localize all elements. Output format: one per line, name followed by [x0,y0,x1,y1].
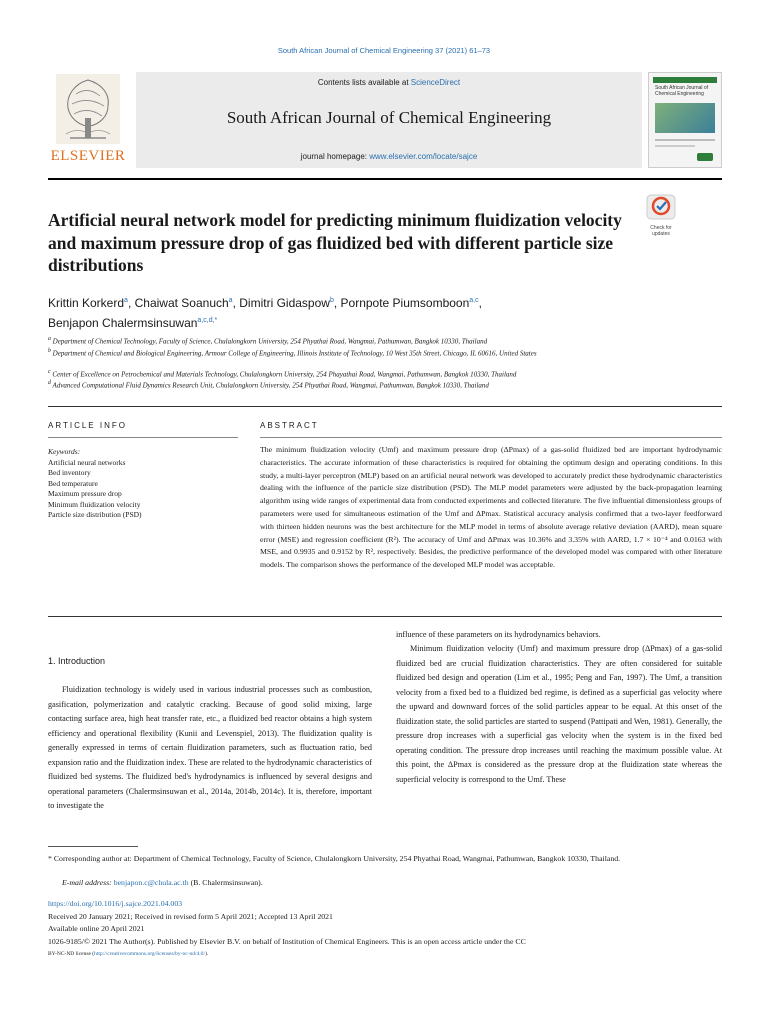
keyword: Bed temperature [48,478,98,488]
affiliation [48,379,722,391]
affiliation-text: Department of Chemical and Biological Engineering, Armour College of Engineering, Illinois Institute of Technology, 10 West 35th Street, Chicago, IL 60616, United States [52,349,537,358]
contents-line [136,78,642,87]
license-link[interactable]: http://creativecommons.org/licenses/by-nc-nd/4.0/ [94,951,205,957]
author-name[interactable]: Chaiwat Soanuch [134,296,229,310]
email-suffix: (B. Chalermsinsuwan). [188,878,263,887]
journal-citation[interactable]: South African Journal of Chemical Engineering 37 (2021) 61–73 [277,46,491,55]
keyword: Bed inventory [48,468,91,477]
keywords-label: Keywords: [48,447,81,456]
journal-banner [136,72,642,168]
cover-badge [697,153,713,161]
keyword: Artificial neural networks [48,457,126,467]
affiliation-text: Advanced Computational Fluid Dynamics Research Unit, Chulalongkorn University, 254 Phyathai Road, Wangmai, Pathumwan, Bangkok 10330, Thailand [52,381,489,390]
sciencedirect-link[interactable]: ScienceDirect [410,78,461,87]
contents-prefix: Contents lists available at [317,78,411,87]
received-dates: Received 20 January 2021; Received in revised form 5 April 2021; Accepted 13 April 2021 [48,912,333,921]
homepage-line [136,152,642,161]
affiliation-sup: c [48,369,51,375]
license-line-2 [48,950,722,958]
cover-art [655,103,715,133]
cover-band [653,77,717,83]
cover-line [655,145,695,147]
header-rule [48,178,722,180]
license-text: 1026-9185/© 2021 The Author(s). Published by Elsevier B.V. on behalf of Institution of Chemical Engineers. This is an open access article under the CC [48,937,526,946]
affiliation-text: Department of Chemical Technology, Faculty of Science, Chulalongkorn University, 254 Phyathai Road, Wangmai, Pathumwan, Bangkok 10330, Thailand [52,337,488,346]
elsevier-logo[interactable] [48,72,128,168]
email-line [48,877,722,889]
affiliation-sup: a [48,336,51,342]
author-name[interactable]: Benjapon Chalermsinsuwan [48,316,198,330]
cover-line [655,139,715,141]
check-for-updates-badge[interactable] [646,194,676,237]
divider [48,437,238,438]
journal-title: South African Journal of Chemical Engineering [226,108,552,127]
keywords-block [48,447,228,521]
corresponding-author-note: * Corresponding author at: Department of Chemical Technology, Faculty of Science, Chulalongkorn University, 254 Phyathai Road, Wangmai, Pathumwan, Bangkok 10330, Thailand. [48,854,621,863]
crossmark-icon [646,194,676,220]
author-list: Krittin Korkerd$^a$, Chaiwat Soanuch$^a$, Dimitri Gidaspow$^b$, Pornpote Piumsomboon$^{a,c}$, Benjapon Chalermsinsuwan$^{a,c,d,*}$ [48,296,482,330]
license-prefix: BY-NC-ND license ( [48,951,95,957]
divider [48,406,722,407]
intro-paragraph-continued: influence of these parameters on its hydrodynamics behaviors. [396,630,601,639]
abstract-text: The minimum fluidization velocity (Umf) and maximum pressure drop (ΔPmax) of a gas-solid fluidized bed are important hydrodynamic characteristics. The accurate information of these characteristics is required for obtaining the optimum design and operating conditions. In this study, a multi-layer perceptron (MLP) based on an artificial neural network was developed to accurately predict these hydrodynamic characteristics dealing with the influence of the particle size distribution (PSD). The MLP model parameters were adjusted by the back-propagation learning algorithm using wide ranges of experimental data from conducted experiments and collected literature. The five influential dimensionless groups of parameters were used for simultaneous estimation of the Umf and ΔPmax. Statistical accuracy analysis confirmed that a two-layer feedforward with thirteen hidden neurons was the best architecture for the MLP model in terms of absolute average relative deviation (AARD), mean square error (MSE) and regression coefficient (R²). The accuracy of Umf and ΔPmax was 10.36% and 3.35% with AARD, 1.7 × 10⁻⁴ and 0.0163 with MSE, and 0.9935 and 0.9152 by R², respectively. Besides, the predictive performance of the developed model was compared with other literature models. The comparison shows the performance of the developed MLP model was acceptable. [260,445,722,570]
affiliation [48,335,722,347]
journal-cover-image[interactable] [648,72,722,168]
keyword: Minimum fluidization velocity [48,499,141,509]
abstract-heading: ABSTRACT [260,421,319,430]
author-name[interactable]: Krittin Korkerd [48,296,125,310]
affiliation-sup: b [48,348,51,354]
affiliation [48,347,722,359]
divider [48,616,722,617]
intro-paragraph-2: Minimum fluidization velocity (Umf) and maximum pressure drop (ΔPmax) of a gas-solid fluidized bed are crucial fluidization characteristics. They are often considered for suitable fluidized bed design and operation (Lim et al., 1995; Peng and Fan, 1997). The Umf, a transition velocity from a fixed bed to a fluidized bed regime, is defined as a superficial gas velocity where the upward and downward forces of the solid particles appear to be equal. At this onset of the fluidization state, the solid particles are started to suspend (Pattipati and Wen, 1981). Generally, the pressure drop increases with a superficial gas velocity when the system is in the fixed bed operating condition. The pressure drop increases until reaching the maximum possible value. At this point, the ΔPmax is considered as the pressure drop at the fluidization state whereas the superficial velocity is correspond to the Umf. These [396,644,722,784]
email-link[interactable]: benjapon.c@chula.ac.th [113,878,189,887]
affiliation-text: Center of Excellence on Petrochemical and Materials Technology, Chulalongkorn University, 254 Phayathai Road, Wangmai, Pathumwan, Bangkok 10330, Thailand [52,370,517,379]
section-heading-introduction: 1. Introduction [48,656,106,666]
footnote-rule [48,846,138,847]
publisher-logo-text: ELSEVIER [50,148,126,164]
intro-paragraph-1: Fluidization technology is widely used in various industrial processes such as combustion, gasification, polymerization and catalytic cracking. Because of good solid mixing, large contacting surface area, high heat transfer rate, etc., a fluidized bed reactor obtains a high system efficiency and operational flexibility (Kunii and Levenspiel, 2013). The fluidization quality is generally expressed in terms of certain fluidization parameters, such as fluctuation ratio, bed expansion ratio and the fluidization index. These are related to the hydrodynamic characteristics of fluidized bed systems. The fluidized bed's hydrodynamics is influenced by several designs and operational parameters (Chalermsinsuwan et al., 2014a, 2014b, 2014c). It is, therefore, important to investigate the [48,685,372,810]
author-sup[interactable]: a,c,d,* [197,317,218,324]
elsevier-tree-icon [56,74,120,144]
author-name[interactable]: Dimitri Gidaspow [239,296,330,310]
keyword: Maximum pressure drop [48,489,122,498]
author-sup[interactable]: a [228,297,233,304]
crossmark-label: Check for updates [650,225,672,237]
affiliation-sup: d [48,380,51,386]
license-suffix: ). [204,951,209,957]
homepage-link[interactable]: www.elsevier.com/locate/sajce [369,152,478,161]
author-sup[interactable]: a [124,297,128,304]
doi-link[interactable]: https://doi.org/10.1016/j.sajce.2021.04.003 [48,899,183,908]
journal-header [48,72,722,172]
article-title: Artificial neural network model for predicting minimum fluidization velocity and maximum pressure drop of gas fluidized bed with different particle size distributions [48,210,622,275]
article-info-heading: ARTICLE INFO [48,421,127,430]
divider [260,437,722,438]
homepage-prefix: journal homepage: [300,152,370,161]
author-sup[interactable]: a,c [469,297,479,304]
author-name[interactable]: Pornpote Piumsomboon [340,296,470,310]
author-sup[interactable]: b [329,297,334,304]
available-online: Available online 20 April 2021 [48,924,145,933]
keyword: Particle size distribution (PSD) [48,510,142,519]
email-label: E-mail address: [62,878,114,887]
cover-title: South African Journal of Chemical Engineering [655,85,709,97]
